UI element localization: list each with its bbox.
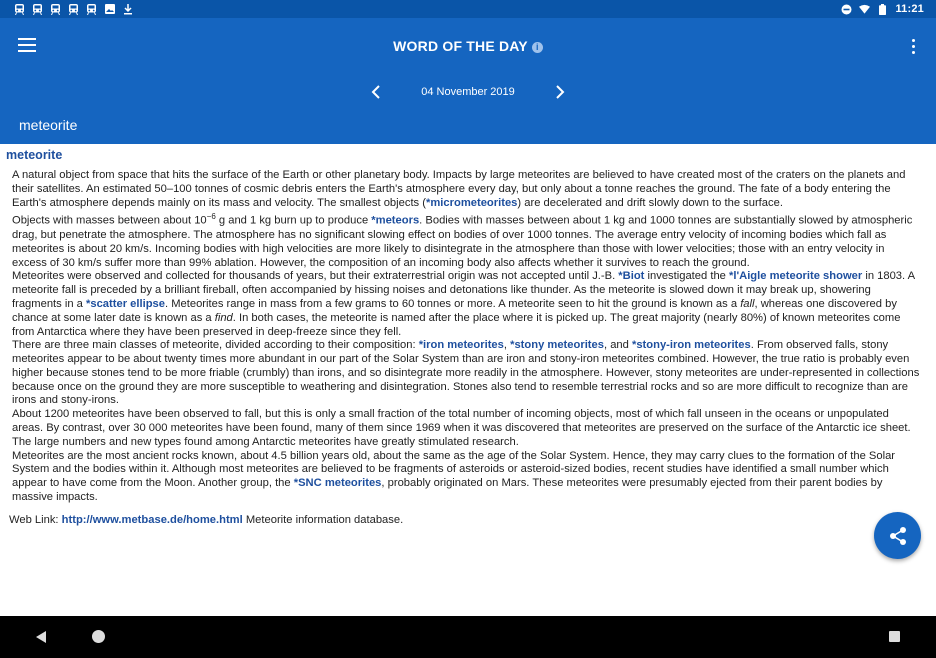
system-navigation-bar xyxy=(0,616,936,658)
paragraph-text: , whereas one discovered by chance at some later date is known as a xyxy=(12,297,897,324)
home-icon[interactable] xyxy=(92,630,105,643)
train-notification-icon xyxy=(14,4,25,15)
do-not-disturb-icon xyxy=(841,4,852,15)
web-link-description: Meteorite information database. xyxy=(242,514,404,526)
paragraph-text: Meteorites are the most ancient rocks known, about 4.5 billion years old, about the same as the age of the Solar System. Hence, they may carry clues to the formation of the Solar System and the bodies within it. Although most meteorites are believed to be fragments of asteroids or asteroid-sized bodies, recent studies have identified a small number which appear to have come from the Moon. Another group, the xyxy=(12,449,896,490)
paragraph-text: There are three main classes of meteorite, divided according to their composition: xyxy=(12,339,419,352)
info-icon[interactable]: i xyxy=(532,42,543,53)
paragraph-text: . In both cases, the meteorite is named after the place where it is picked up. The great majority (nearly 80%) of known meteorites come from Antarctica where they have been preserved in deep-freeze since they fell. xyxy=(12,311,901,338)
page-title-row xyxy=(0,38,936,54)
image-notification-icon xyxy=(104,4,115,15)
recent-apps-icon[interactable] xyxy=(889,631,900,642)
paragraph-text: ) are decelerated and drift slowly down to the surface. xyxy=(517,196,783,209)
paragraph-text: , xyxy=(503,339,511,352)
definition-paragraph xyxy=(12,408,921,449)
paragraph-text: . From observed falls, stony meteorites appear to be about twenty times more abundant in our part of the Solar System than are iron and stony-iron meteorites combined. However, the true ratio is probably even higher because stones tend to be more friable (crumbly) than irons, and so disintegrate more readily in the atmosphere. However, stony meteorites are under-represented in collections because once on the ground they are more susceptible to weathering and disintegration. Stones also tend to resemble terrestrial rocks and so are more difficult to recognize than are irons and stony-irons. xyxy=(12,339,920,407)
definition-paragraph xyxy=(12,210,921,270)
back-icon[interactable] xyxy=(34,630,48,644)
paragraph-text: g and 1 kg burn up to produce xyxy=(215,215,372,228)
paragraph-text: . Meteorites range in mass from a few grams to 60 tonnes or more. A meteorite seen to hit the ground is known as a xyxy=(164,297,741,310)
definition-paragraph xyxy=(12,450,921,505)
page-title: WORD OF THE DAY xyxy=(393,38,528,54)
definition-paragraph xyxy=(12,169,921,210)
status-bar xyxy=(0,0,936,18)
paragraph-text: Meteorites were observed and collected for thousands of years, but their extraterrestrial origin was not accepted until J.-B. xyxy=(12,270,619,283)
cross-reference-link[interactable]: *iron meteorites xyxy=(418,339,504,352)
paragraph-text: A natural object from space that hits the surface of the Earth or other planetary body. Impacts by large meteorites are believed to have created most of the craters on the planets and their satellites. An estimated 50–100 tonnes of cosmic debris enters the Earth's atmosphere every day, but only about a tonne reaches the ground. The fate of a body entering the Earth's atmosphere depends mainly on its mass and velocity. The smallest objects ( xyxy=(12,169,906,209)
clock: 11:21 xyxy=(895,3,924,15)
cross-reference-link[interactable]: *stony meteorites xyxy=(510,339,604,352)
current-date: 04 November 2019 xyxy=(421,86,515,98)
emphasis-text: fall xyxy=(740,297,755,310)
cross-reference-link[interactable]: *Biot xyxy=(618,270,645,283)
train-notification-icon xyxy=(68,4,79,15)
share-icon xyxy=(888,526,908,546)
notification-icons xyxy=(0,4,133,15)
cross-reference-link[interactable]: *scatter ellipse xyxy=(86,297,165,310)
previous-day-button[interactable] xyxy=(369,85,383,99)
paragraph-text: in 1803. A meteorite fall is preceded by a brilliant fireball, often accompanied by hissing noises and detonations like thunder. As the meteorite is slowed down it may break up, showering fragments in a xyxy=(12,270,915,310)
superscript: −6 xyxy=(206,212,216,222)
cross-reference-link[interactable]: *l'Aigle meteorite shower xyxy=(729,270,863,283)
definition-content xyxy=(0,144,936,616)
web-link-url[interactable]: http://www.metbase.de/home.html xyxy=(61,514,243,526)
next-day-button[interactable] xyxy=(553,85,567,99)
date-navigator xyxy=(0,82,936,102)
definition-paragraph xyxy=(12,270,921,339)
web-link-row xyxy=(9,514,403,526)
paragraph-text: investigated the xyxy=(644,270,729,283)
download-icon xyxy=(122,4,133,15)
cross-reference-link[interactable]: *stony-iron meteorites xyxy=(631,339,751,352)
more-options-icon[interactable] xyxy=(912,39,916,57)
status-indicators xyxy=(841,3,936,15)
web-link-label: Web Link: xyxy=(9,514,62,526)
paragraph-text: , and xyxy=(603,339,632,352)
cross-reference-link[interactable]: *meteors xyxy=(371,215,420,228)
app-bar xyxy=(0,18,936,144)
word-heading: meteorite xyxy=(19,117,78,133)
emphasis-text: find xyxy=(214,311,233,324)
wifi-icon xyxy=(859,4,870,15)
train-notification-icon xyxy=(50,4,61,15)
train-notification-icon xyxy=(86,4,97,15)
paragraph-text: . Bodies with masses between about 1 kg and 1000 tonnes are substantially slowed by atmospheric drag, but penetrate the atmosphere. The atmosphere has no significant slowing effect on bodies of over 1000 tonnes. The average entry velocity of incoming bodies which fall as meteorites is about 20 km/s. Incoming bodies with high velocities are more likely to disintegrate in the atmosphere than those with lower velocities; those with an entry velocity in excess of 30 km/s suffer more than 99% ablation. However, the composition of an incoming body also affects whether it survives to reach the ground. xyxy=(12,215,913,269)
battery-icon xyxy=(877,4,888,15)
train-notification-icon xyxy=(32,4,43,15)
definition-body xyxy=(12,169,921,505)
paragraph-text: Objects with masses between about 10 xyxy=(12,215,207,228)
paragraph-text: About 1200 meteorites have been observed to fall, but this is only a small fraction of the total number of incoming objects, most of which fall unseen in the oceans or unpopulated areas. By contrast, over 30 000 meteorites have been found, many of them since 1969 when it was discovered that meteorites are preserved on the surface of the Antarctic ice sheet. The large numbers and new types found among Antarctic meteorites have greatly stimulated research. xyxy=(12,408,911,448)
cross-reference-link[interactable]: *SNC meteorites xyxy=(293,477,382,490)
cross-reference-link[interactable]: *micrometeorites xyxy=(426,196,518,209)
share-button[interactable] xyxy=(874,512,921,559)
definition-paragraph xyxy=(12,339,921,408)
entry-headword: meteorite xyxy=(6,148,63,162)
paragraph-text: , probably originated on Mars. These meteorites were presumably ejected from their parent bodies by massive impacts. xyxy=(12,477,883,504)
